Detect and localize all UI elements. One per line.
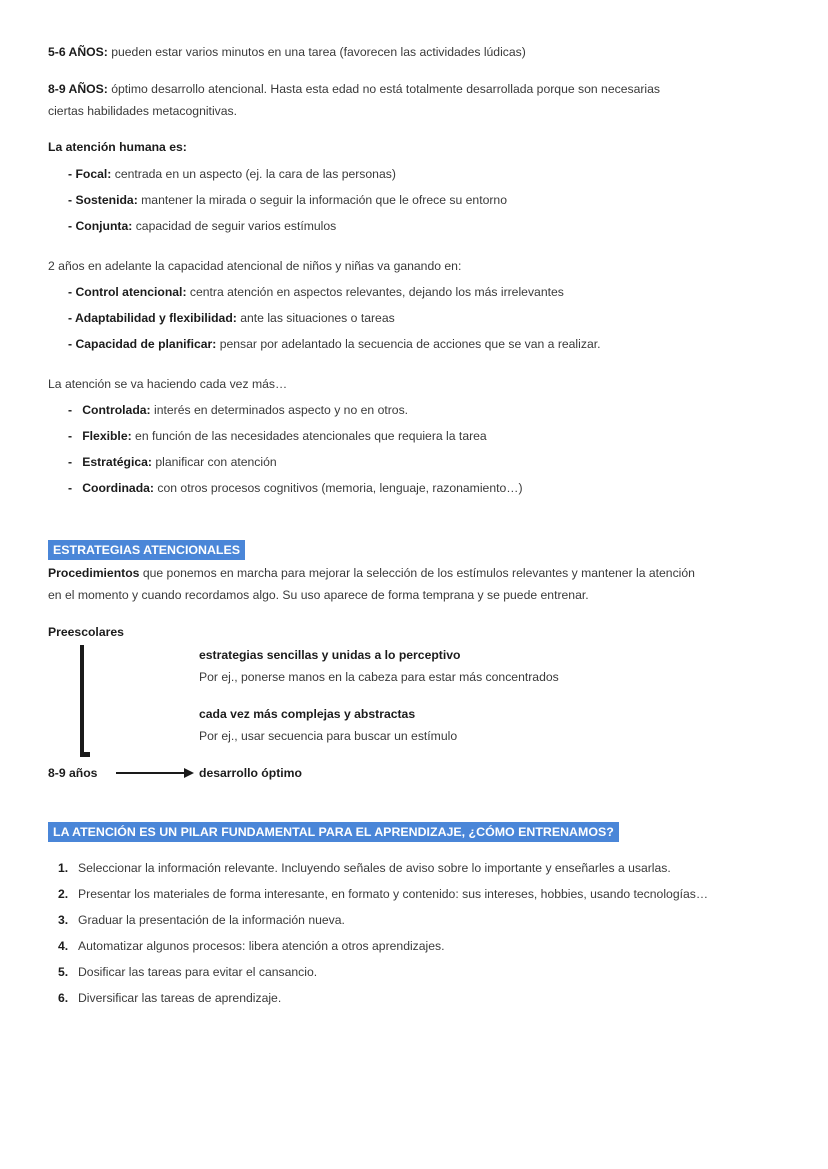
item-label: Conjunta: [75,219,133,233]
two-years-item: - Adaptabilidad y flexibilidad: ante las situaciones o tareas [68,311,395,325]
item-text: Automatizar algunos procesos: libera atención a otros aprendizajes. [78,939,445,953]
arrow-line [116,772,186,774]
strategies-definition-cont: en el momento y cuando recordamos algo. Su uso aparece de forma temprana y se puede entrenar. [48,588,589,602]
human-attention-title: La atención humana es: [48,140,187,154]
item-text: mantener la mirada o seguir la información que le ofrece su entorno [137,193,507,207]
item-text: centra atención en aspectos relevantes, dejando los más irrelevantes [186,285,564,299]
item-number: 1. [58,861,69,875]
item-text: Dosificar las tareas para evitar el cansancio. [78,965,318,979]
item-text: centrada en un aspecto (ej. la cara de las personas) [111,167,396,181]
item-label: Capacidad de planificar: [75,337,217,351]
timeline-bar-foot [80,752,90,757]
item-label: Control atencional: [75,285,187,299]
item-text: ante las situaciones o tareas [236,311,395,325]
age-5-6-label: 5-6 AÑOS: [48,45,108,59]
item-label: Flexible: [82,429,132,443]
more-item: - Controlada: interés en determinados aspecto y no en otros. [68,403,409,417]
more-item: - Coordinada: con otros procesos cognitivos (memoria, lenguaje, razonamiento…) [68,481,523,495]
preschool-label: Preescolares [48,625,124,639]
timeline-bar [80,645,84,757]
item-text: Presentar los materiales de forma interesante, en formato y contenido: sus intereses, hobbies, usando tecnologías… [78,887,709,901]
item-text: con otros procesos cognitivos (memoria, lenguaje, razonamiento…) [154,481,523,495]
item-number: 6. [58,991,69,1005]
strategies-banner: ESTRATEGIAS ATENCIONALES [48,540,245,560]
definition-label: Procedimientos [48,566,140,580]
training-item [58,964,317,980]
training-item [58,990,281,1006]
human-attention-item: - Sostenida: mantener la mirada o seguir la información que le ofrece su entorno [68,193,507,207]
arrow-right-icon [184,768,194,778]
item-label: Adaptabilidad y flexibilidad: [75,311,237,325]
item-number: 3. [58,913,69,927]
item-text: Seleccionar la información relevante. Incluyendo señales de aviso sobre lo importante y enseñarles a usarlas. [78,861,671,875]
simple-strategies-example: Por ej., ponerse manos en la cabeza para estar más concentrados [199,670,559,684]
item-label: Coordinada: [82,481,154,495]
item-text: en función de las necesidades atencionales que requiera la tarea [131,429,487,443]
definition-text: que ponemos en marcha para mejorar la selección de los estímulos relevantes y mantener la atención [139,566,695,580]
item-label: Focal: [75,167,112,181]
complex-strategies-title: cada vez más complejas y abstractas [199,707,416,721]
item-number: 4. [58,939,69,953]
item-text: planificar con atención [152,455,277,469]
age-8-9-label: 8-9 AÑOS: [48,82,108,96]
item-text: pensar por adelantado la secuencia de acciones que se van a realizar. [216,337,601,351]
age-8-9-text: óptimo desarrollo atencional. Hasta esta edad no está totalmente desarrollada porque son necesarias [107,82,660,96]
age-8-9-text-cont: ciertas habilidades metacognitivas. [48,104,238,118]
item-text: Graduar la presentación de la información nueva. [78,913,345,927]
two-years-item: - Capacidad de planificar: pensar por adelantado la secuencia de acciones que se van a realizar. [68,337,601,351]
two-years-item: - Control atencional: centra atención en aspectos relevantes, dejando los más irrelevantes [68,285,564,299]
more-item: - Estratégica: planificar con atención [68,455,277,469]
item-text: Diversificar las tareas de aprendizaje. [78,991,282,1005]
item-text: capacidad de seguir varios estímulos [132,219,337,233]
item-label: Estratégica: [82,455,152,469]
age-end-label: 8-9 años [48,766,98,780]
human-attention-item: - Conjunta: capacidad de seguir varios estímulos [68,219,337,233]
human-attention-item: - Focal: centrada en un aspecto (ej. la cara de las personas) [68,167,396,181]
item-text: interés en determinados aspecto y no en otros. [150,403,409,417]
training-item [58,938,445,954]
strategies-definition [48,565,695,581]
optimal-development-label: desarrollo óptimo [199,766,302,780]
two-years-intro: 2 años en adelante la capacidad atencional de niños y niñas va ganando en: [48,259,462,273]
item-label: Controlada: [82,403,151,417]
item-number: 5. [58,965,69,979]
age-8-9-line [48,81,660,97]
item-label: Sostenida: [75,193,138,207]
training-item [58,912,345,928]
simple-strategies-title: estrategias sencillas y unidas a lo perceptivo [199,648,461,662]
complex-strategies-example: Por ej., usar secuencia para buscar un estímulo [199,729,458,743]
training-item [58,860,671,876]
item-number: 2. [58,887,69,901]
age-5-6-line [48,44,526,60]
training-banner: LA ATENCIÓN ES UN PILAR FUNDAMENTAL PARA EL APRENDIZAJE, ¿CÓMO ENTRENAMOS? [48,822,619,842]
age-5-6-text: pueden estar varios minutos en una tarea (favorecen las actividades lúdicas) [107,45,526,59]
training-item [58,886,708,902]
more-intro: La atención se va haciendo cada vez más… [48,377,288,391]
more-item: - Flexible: en función de las necesidades atencionales que requiera la tarea [68,429,487,443]
